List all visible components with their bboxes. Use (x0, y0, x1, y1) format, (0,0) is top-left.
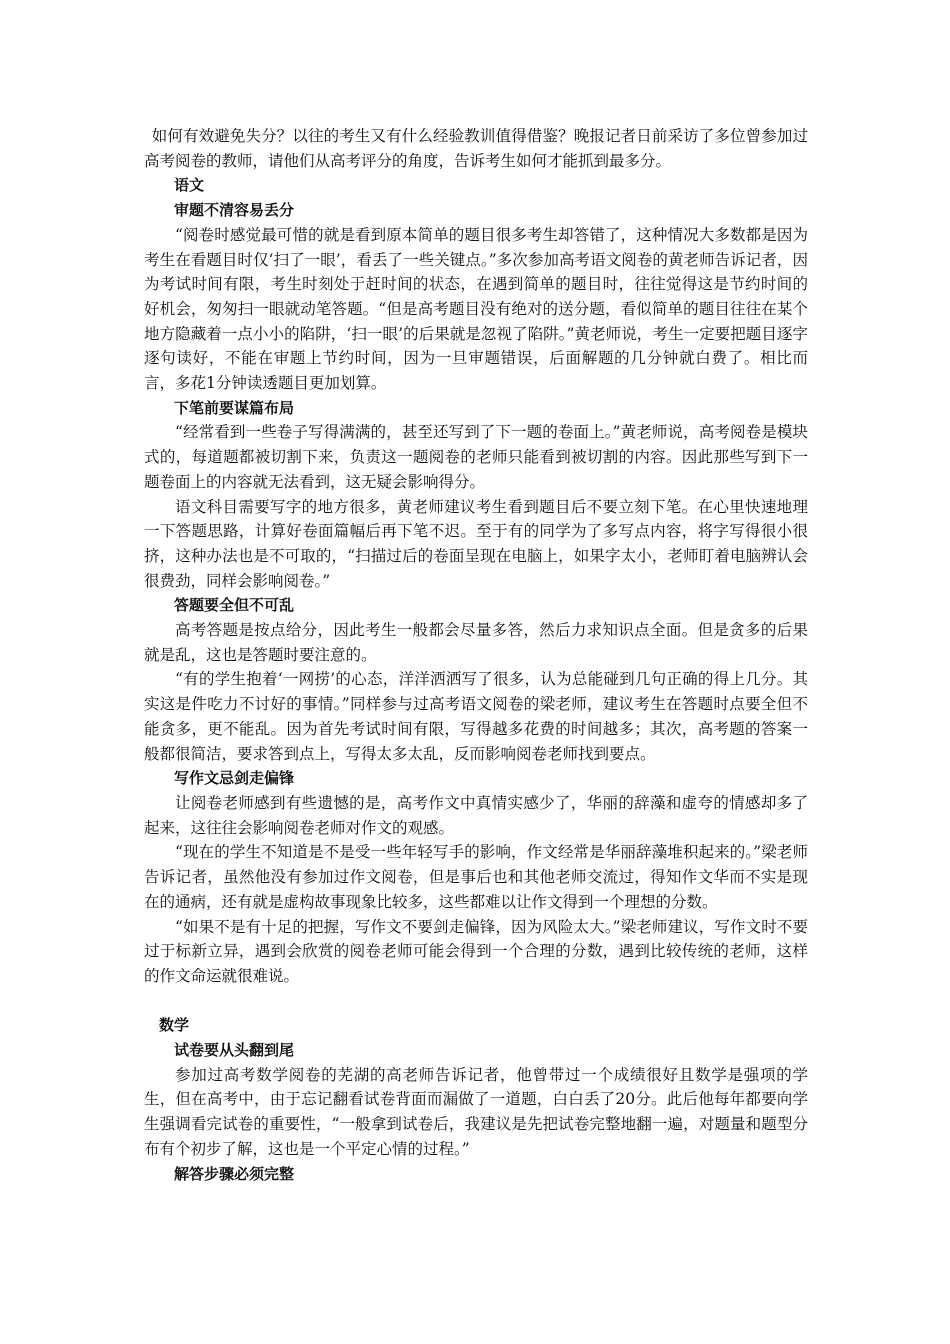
paragraph: “阅卷时感觉最可惜的就是看到原本简单的题目很多考生却答错了，这种情况大多数都是因为考生在看题目时仅‘扫了一眼’，看丢了一些关键点。”多次参加高考语文阅卷的黄老师告诉记者，因为考试时间有限，考生时刻处于赶时间的状态，在遇到简单的题目时，往往觉得这是节约时间的好机会，匆匆扫一眼就动笔答题。“但是高考题目没有绝对的送分题，看似简单的题目往往在某个地方隐藏着一点小小的陷阱，‘扫一眼’的后果就是忽视了陷阱。”黄老师说，考生一定要把题目逐字逐句读好，不能在审题上节约时间，因为一旦审题错误，后面解题的几分钟就白费了。相比而言，多花1分钟读透题目更加划算。 (144, 225, 808, 393)
document-page (144, 124, 808, 1186)
paragraph: “经常看到一些卷子写得满满的，甚至还写到了下一题的卷面上。”黄老师说，高考阅卷是模块式的，每道题都被切割下来，负责这一题阅卷的老师只能看到被切割的内容。因此那些写到下一题卷面上的内容就无法看到，这无疑会影响得分。 (144, 423, 808, 491)
subheading-complete-steps: 解答步骤必须完整 (174, 1164, 295, 1183)
subheading-flip-paper: 试卷要从头翻到尾 (174, 1041, 295, 1059)
subheading-complete-answers: 答题要全但不可乱 (174, 596, 295, 615)
paragraph: 参加过高考数学阅卷的芜湖的高老师告诉记者，他曾带过一个成绩很好且数学是强项的学生，但在高考中，由于忘记翻看试卷背面而漏做了一道题，白白丢了20分。此后他每年都要向学生强调看完试卷的重要性，“一般拿到试卷后，我建议是先把试卷完整地翻一遍，对题量和题型分布有个初步了解，这也是一个平定心情的过程。” (144, 1065, 808, 1158)
paragraph: 高考答题是按点给分，因此考生一般都会尽量多答，然后力求知识点全面。但是贪多的后果就是乱，这也是答题时要注意的。 (144, 621, 808, 664)
paragraph: 让阅卷老师感到有些遗憾的是，高考作文中真情实感少了，华丽的辞藻和虚夸的情感却多了起来，这往往会影响阅卷老师对作文的观感。 (144, 793, 808, 837)
paragraph: 语文科目需要写字的地方很多，黄老师建议考生看到题目后不要立刻下笔。在心里快速地理一下答题思路，计算好卷面篇幅后再下笔不迟。至于有的同学为了多写点内容，将字写得很小很挤，这种办法也是不可取的，“扫描过后的卷面呈现在电脑上，如果字太小，老师盯着电脑辨认会很费劲，同样会影响阅卷。” (144, 497, 808, 590)
subheading-essay: 写作文忌剑走偏锋 (174, 769, 295, 788)
section-title-chinese: 语文 (174, 176, 205, 195)
subheading-reading-questions: 审题不清容易丢分 (174, 201, 295, 220)
subheading-planning: 下笔前要谋篇布局 (174, 398, 295, 417)
paragraph: “如果不是有十足的把握，写作文不要剑走偏锋，因为风险太大。”梁老师建议，写作文时不要过于标新立异，遇到会欣赏的阅卷老师可能会得到一个合理的分数，遇到比较传统的老师，这样的作文命运就很难说。 (144, 917, 808, 985)
paragraph: “有的学生抱着‘一网捞’的心态，洋洋洒洒写了很多，认为总能碰到几句正确的得上几分。其实这是件吃力不讨好的事情。”同样参与过高考语文阅卷的梁老师，建议考生在答题时点要全但不能贪多，更不能乱。因为首先考试时间有限，写得越多花费的时间越多；其次，高考题的答案一般都很简洁，要求答到点上，写得太多太乱，反而影响阅卷老师找到要点。 (144, 670, 808, 763)
section-title-math: 数学 (159, 1016, 190, 1035)
paragraph: “现在的学生不知道是不是受一些年轻写手的影响，作文经常是华丽辞藻堆积起来的。”梁老师告诉记者，虽然他没有参加过作文阅卷，但是事后也和其他老师交流过，得知作文华而不实是现在的通病，还有就是虚构故事现象比较多，这些都难以让作文得到一个理想的分数。 (144, 843, 808, 911)
intro-paragraph: 如何有效避免失分？以往的考生又有什么经验教训值得借鉴？晚报记者日前采访了多位曾参加过高考阅卷的教师，请他们从高考评分的角度，告诉考生如何才能抓到最多分。 (144, 127, 808, 170)
